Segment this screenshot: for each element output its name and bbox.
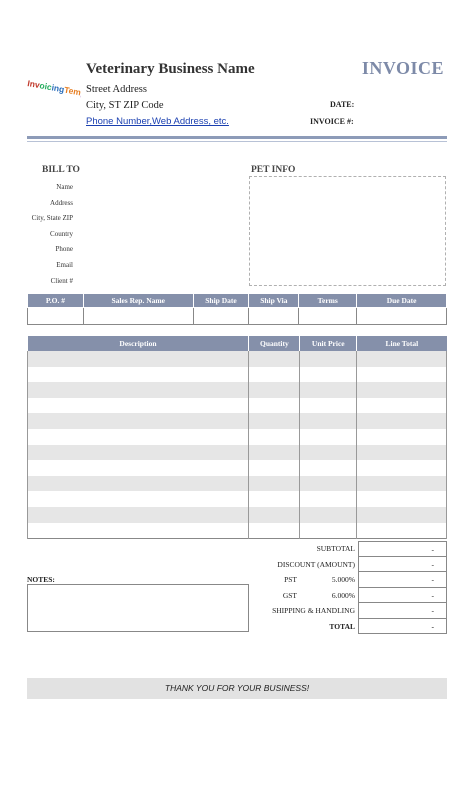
- table-row: [28, 413, 447, 429]
- description-cell[interactable]: [28, 382, 249, 398]
- order-info-table: [27, 293, 447, 325]
- unit-price-cell[interactable]: [300, 367, 357, 383]
- col-description: Description: [28, 336, 249, 351]
- contact-link[interactable]: Phone Number,Web Address, etc.: [86, 116, 229, 127]
- sales-rep-cell[interactable]: [83, 308, 193, 325]
- city-state-zip[interactable]: City, ST ZIP Code: [86, 100, 164, 111]
- quantity-cell[interactable]: [249, 445, 300, 461]
- unit-price-cell[interactable]: [300, 523, 357, 539]
- discount-label: DISCOUNT (AMOUNT): [277, 559, 355, 569]
- notes-label: NOTES:: [27, 575, 55, 584]
- line-total-cell[interactable]: [357, 507, 447, 523]
- date-label: DATE:: [330, 100, 355, 109]
- unit-price-cell[interactable]: [300, 476, 357, 492]
- description-cell[interactable]: [28, 507, 249, 523]
- quantity-cell[interactable]: [249, 367, 300, 383]
- col-po: P.O. #: [28, 294, 84, 308]
- quantity-cell[interactable]: [249, 398, 300, 414]
- discount-value[interactable]: -: [358, 557, 447, 573]
- bill-to-name-label: Name: [56, 183, 73, 191]
- line-total-cell[interactable]: [357, 476, 447, 492]
- shipping-row: [240, 603, 447, 619]
- due-date-cell[interactable]: [357, 308, 447, 325]
- description-cell[interactable]: [28, 351, 249, 367]
- table-row: [28, 476, 447, 492]
- description-cell[interactable]: [28, 460, 249, 476]
- line-total-cell[interactable]: [357, 460, 447, 476]
- unit-price-cell[interactable]: [300, 413, 357, 429]
- col-sales-rep: Sales Rep. Name: [83, 294, 193, 308]
- line-total-cell[interactable]: [357, 523, 447, 539]
- table-row: [28, 382, 447, 398]
- description-cell[interactable]: [28, 491, 249, 507]
- terms-cell[interactable]: [299, 308, 357, 325]
- quantity-cell[interactable]: [249, 351, 300, 367]
- bill-to-email-label: Email: [56, 260, 73, 269]
- gst-label: GST: [282, 590, 297, 600]
- po-cell[interactable]: [28, 308, 84, 325]
- invoice-number-label: INVOICE #:: [310, 117, 354, 126]
- description-cell[interactable]: [28, 413, 249, 429]
- line-total-cell[interactable]: [357, 413, 447, 429]
- total-label: TOTAL: [329, 621, 355, 631]
- line-items-table: [27, 336, 447, 539]
- gst-row: [240, 588, 447, 604]
- line-total-cell[interactable]: [357, 445, 447, 461]
- unit-price-cell[interactable]: [300, 460, 357, 476]
- pet-info-heading: PET INFO: [251, 165, 296, 175]
- street-address[interactable]: Street Address: [86, 84, 147, 95]
- subtotal-value: -: [358, 541, 447, 557]
- table-row: [28, 507, 447, 523]
- line-total-cell[interactable]: [357, 351, 447, 367]
- line-total-cell[interactable]: [357, 382, 447, 398]
- unit-price-cell[interactable]: [300, 398, 357, 414]
- table-row: [28, 523, 447, 539]
- bill-to-address-label: Address: [50, 198, 73, 207]
- company-logo: [27, 74, 81, 112]
- ship-date-cell[interactable]: [193, 308, 249, 325]
- bill-to-heading: BILL TO: [42, 165, 80, 175]
- quantity-cell[interactable]: [249, 460, 300, 476]
- unit-price-cell[interactable]: [300, 382, 357, 398]
- description-cell[interactable]: [28, 523, 249, 539]
- shipping-label: SHIPPING & HANDLING: [272, 606, 355, 615]
- description-cell[interactable]: [28, 367, 249, 383]
- notes-box[interactable]: [27, 584, 249, 632]
- unit-price-cell[interactable]: [300, 507, 357, 523]
- shipping-value[interactable]: -: [358, 603, 447, 619]
- svg-text:InvoicingTemplate: InvoicingTem: [27, 78, 81, 98]
- line-total-cell[interactable]: [357, 429, 447, 445]
- unit-price-cell[interactable]: [300, 445, 357, 461]
- unit-price-cell[interactable]: [300, 351, 357, 367]
- col-unit-price: Unit Price: [300, 336, 357, 351]
- table-row: [28, 445, 447, 461]
- subtotal-row: [240, 541, 447, 557]
- gst-value: -: [358, 588, 447, 604]
- business-name[interactable]: Veterinary Business Name: [86, 61, 255, 77]
- col-line-total: Line Total: [357, 336, 447, 351]
- bill-to-country-label: Country: [50, 229, 73, 238]
- col-due-date: Due Date: [357, 294, 447, 308]
- invoice-title: INVOICE: [361, 58, 444, 78]
- header-divider-thin: [27, 141, 447, 142]
- line-total-cell[interactable]: [357, 398, 447, 414]
- total-row: [240, 619, 447, 635]
- quantity-cell[interactable]: [249, 491, 300, 507]
- quantity-cell[interactable]: [249, 507, 300, 523]
- description-cell[interactable]: [28, 429, 249, 445]
- bill-to-city-label: City, State ZIP: [31, 214, 73, 223]
- quantity-cell[interactable]: [249, 413, 300, 429]
- pst-row: [240, 572, 447, 588]
- line-total-cell[interactable]: [357, 491, 447, 507]
- quantity-cell[interactable]: [249, 429, 300, 445]
- table-row: [28, 398, 447, 414]
- line-total-cell[interactable]: [357, 367, 447, 383]
- gst-rate[interactable]: 6.000%: [331, 590, 355, 600]
- pst-rate[interactable]: 5.000%: [331, 575, 355, 584]
- pst-value: -: [358, 572, 447, 588]
- table-row: [28, 460, 447, 476]
- table-row: [28, 491, 447, 507]
- col-ship-via: Ship Via: [249, 294, 299, 308]
- discount-row: [240, 557, 447, 573]
- unit-price-cell[interactable]: [300, 429, 357, 445]
- table-row: [28, 367, 447, 383]
- unit-price-cell[interactable]: [300, 491, 357, 507]
- quantity-cell[interactable]: [249, 523, 300, 539]
- table-row: [28, 351, 447, 367]
- col-ship-date: Ship Date: [193, 294, 249, 308]
- col-terms: Terms: [299, 294, 357, 308]
- pet-info-box[interactable]: [249, 176, 446, 286]
- totals-block: [240, 541, 447, 634]
- bill-to-labels: [20, 180, 73, 289]
- bill-to-phone-label: Phone: [55, 245, 73, 254]
- quantity-cell[interactable]: [249, 382, 300, 398]
- table-row: [28, 429, 447, 445]
- ship-via-cell[interactable]: [249, 308, 299, 325]
- header-divider: [27, 136, 447, 139]
- pst-label: PST: [284, 575, 297, 584]
- col-quantity: Quantity: [249, 336, 300, 351]
- description-cell[interactable]: [28, 476, 249, 492]
- quantity-cell[interactable]: [249, 476, 300, 492]
- description-cell[interactable]: [28, 398, 249, 414]
- total-value: -: [358, 619, 447, 635]
- thank-you-banner: THANK YOU FOR YOUR BUSINESS!: [27, 678, 447, 699]
- bill-to-client-label: Client #: [50, 276, 73, 285]
- subtotal-label: SUBTOTAL: [316, 544, 355, 553]
- description-cell[interactable]: [28, 445, 249, 461]
